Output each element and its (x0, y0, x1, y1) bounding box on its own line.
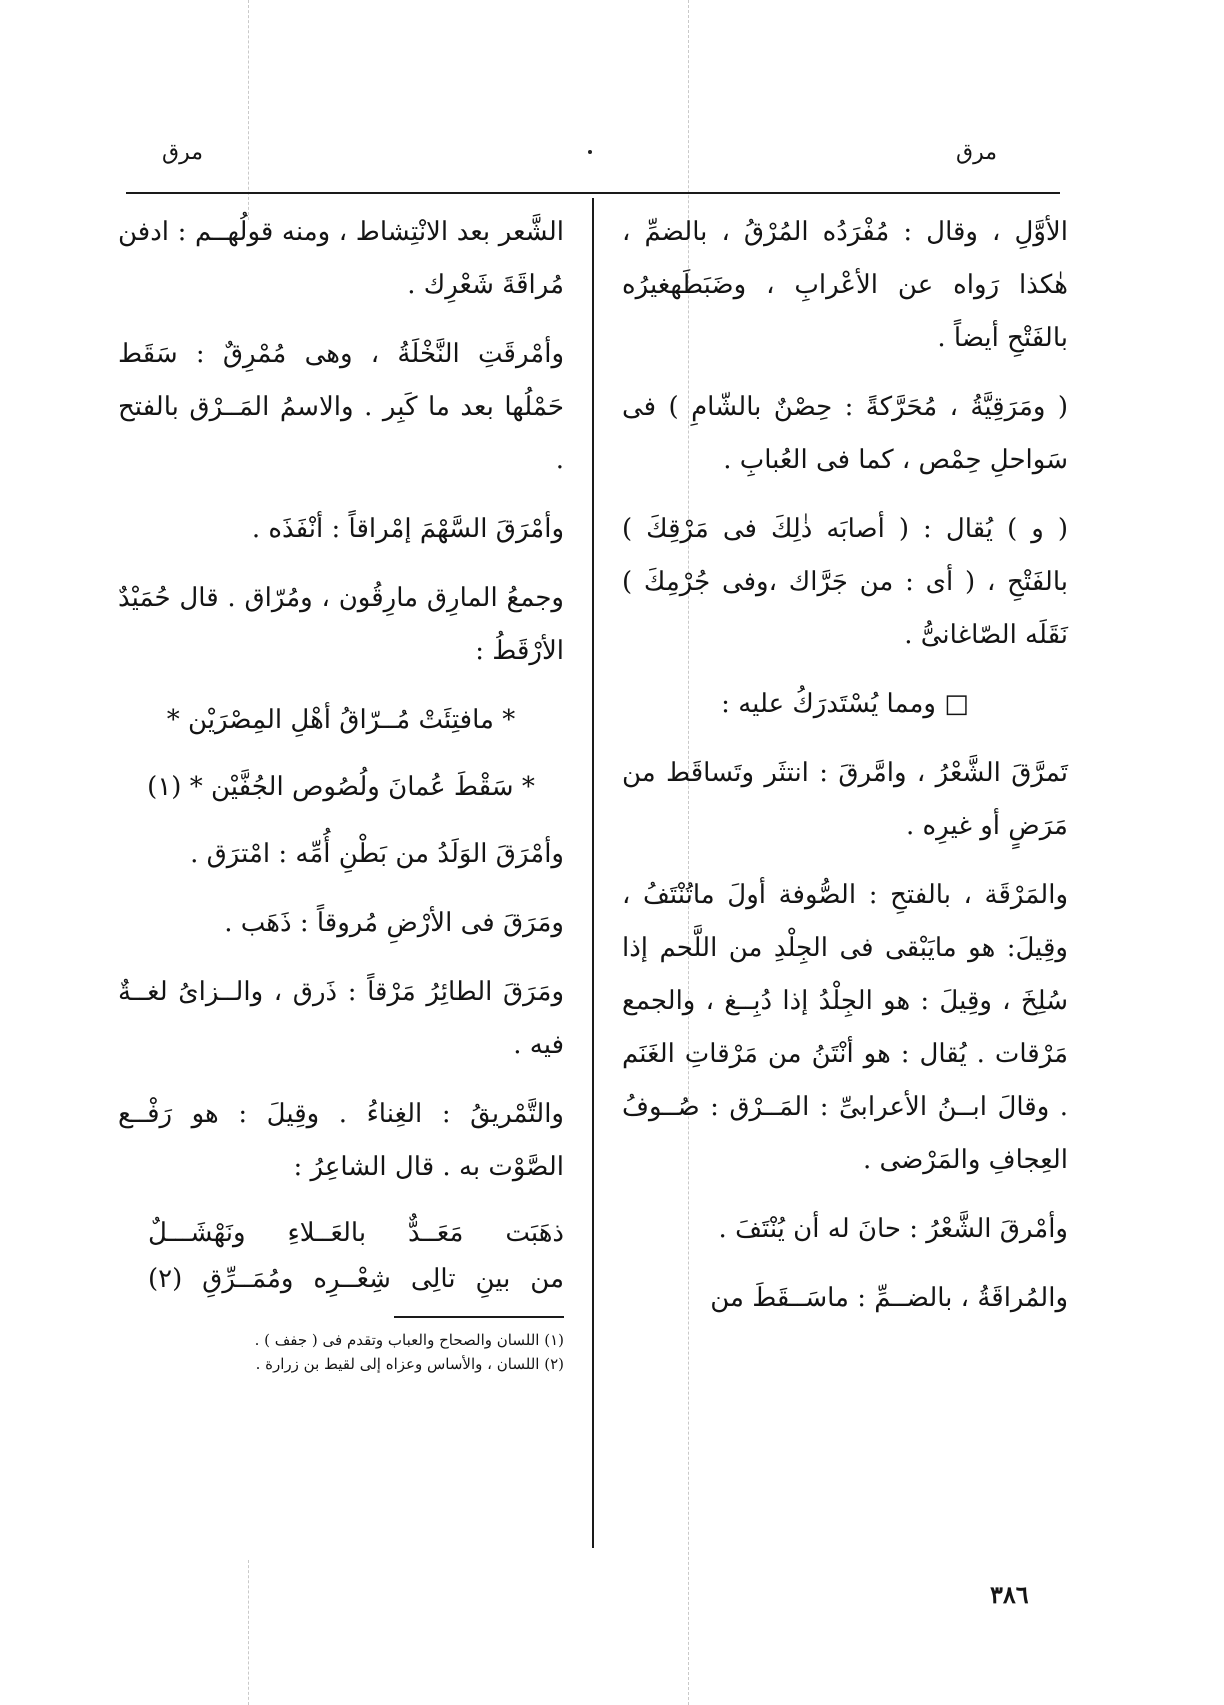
left-paragraph-1: الشَّعر بعد الانْتِشاط ، ومنه قولُهــم : ادفن مُراقَةَ شَعْرِك . (118, 217, 564, 300)
left-paragraph-3: وأمْرَقَ السَّهْمَ إمْراقاً : أنْفَذَه . (251, 514, 564, 544)
right-paragraph-3: ( و ) يُقال : ( أصابَه ذٰلِكَ فى مَرْقِكَ ) بالفَتْحِ ، ( أى : من جَرَّاك ،وفى جُرْمِكَ ) نَقَلَه الصّاغانىُّ . (622, 514, 1068, 650)
right-paragraph-8: والمُراقَةُ ، بالضــمِّ : ماسَــقَطَ من (710, 1283, 1068, 1313)
left-paragraph-5: وأمْرَقَ الوَلَدُ من بَطْنِ أُمِّه : امْترَق . (190, 839, 564, 869)
right-paragraph-2: ( ومَرَقِيَّةُ ، مُحَرَّكةً : حِصْنٌ بالشّامِ ) فى سَواحلِ حِمْص ، كما فى العُبابِ . (622, 392, 1068, 475)
footnote-1: (١) اللسان والصحاح والعباب وتقدم فى ( جفف ) . (254, 1331, 564, 1349)
page-number: ٣٨٦ (990, 1580, 1029, 1609)
running-header-left: مرق (162, 140, 203, 165)
column-divider (592, 198, 594, 1548)
footnote-rule (394, 1316, 564, 1318)
left-paragraph-2: وأمْرقَتِ النَّخْلَةُ ، وهى مُمْرِقٌ : سَقَط حَمْلُها بعد ما كَبِر . والاسمُ المَــرْق بالفتح . (118, 339, 564, 475)
right-paragraph-6: والمَرْقَة ، بالفتحِ : الصُّوفة أولَ ماتُنْتَفُ ، وقِيلَ: هو مايَبْقى فى الجِلْدِ من اللَّحم إذا سُلِخَ ، وقِيلَ : هو الجِلْدُ إذا دُبِــغ ، والجمع مَرْقات . يُقال : هو أنْتَنُ من مَرْقاتِ الغَنَم . وقالَ ابــنُ الأعرابىِّ : المَــرْق : صُــوفُ العِجافِ والمَرْضى . (622, 880, 1068, 1175)
poem-line-1: ذهَبَت مَعَــدٌّ بالعَــلاءِ ونَهْشَـــلٌ (148, 1218, 564, 1248)
footnote-2: (٢) اللسان ، والأساس وعزاه إلى لقيط بن زرارة . (255, 1355, 564, 1373)
left-paragraph-4: وجمعُ المارِق مارِقُون ، ومُرّاق . قال حُمَيْدٌ الأرْقَطُ : (118, 583, 564, 666)
left-paragraph-8: والتَّمْريقُ : الغِناءُ . وقِيلَ : هو رَفْــع الصَّوْت به . قال الشاعِرُ : (118, 1099, 564, 1182)
running-header-right: مرق (956, 140, 997, 165)
right-paragraph-4: □ ومما يُسْتَدرَكُ عليه : (721, 689, 969, 719)
header-dot (588, 150, 592, 154)
right-paragraph-7: وأمْرقَ الشَّعْرُ : حانَ له أن يُنْتَفَ . (718, 1214, 1068, 1244)
scan-artifact-line (248, 0, 249, 220)
verse-line-1: * مافتِئَتْ مُــرّاقُ أهْلِ المِصْرَيْن * (166, 705, 516, 735)
header-rule (126, 192, 1060, 194)
left-column (118, 206, 564, 1376)
right-paragraph-5: تَمرَّقَ الشَّعْرُ ، وامَّرقَ : انتثَر وتَساقَط من مَرَضٍ أو غيرِه . (622, 758, 1068, 841)
scan-artifact-line (248, 1560, 249, 1705)
right-paragraph-1: الأوَّلِ ، وقال : مُفْرَدُه المُرْقُ ، بالضمِّ ، هٰكذا رَواه عن الأعْرابِ ، وضَبَطَهغيرُه بالفَتْحِ أيضاً . (622, 217, 1068, 353)
poem-line-2: من بينِ تالِى شِعْــرِه ومُمَــرِّقِ (٢) (148, 1264, 564, 1294)
left-paragraph-6: ومَرَقَ فى الأرْضِ مُروقاً : ذَهَب . (224, 908, 564, 938)
verse-line-2: * سَقْطَ عُمانَ ولُصُوص الجُفَّيْن * (١) (147, 772, 535, 802)
left-paragraph-7: ومَرَقَ الطائِرُ مَرْقاً : ذَرق ، والــزاىُ لغــةٌ فيه . (118, 977, 565, 1060)
right-column (622, 206, 1068, 1341)
